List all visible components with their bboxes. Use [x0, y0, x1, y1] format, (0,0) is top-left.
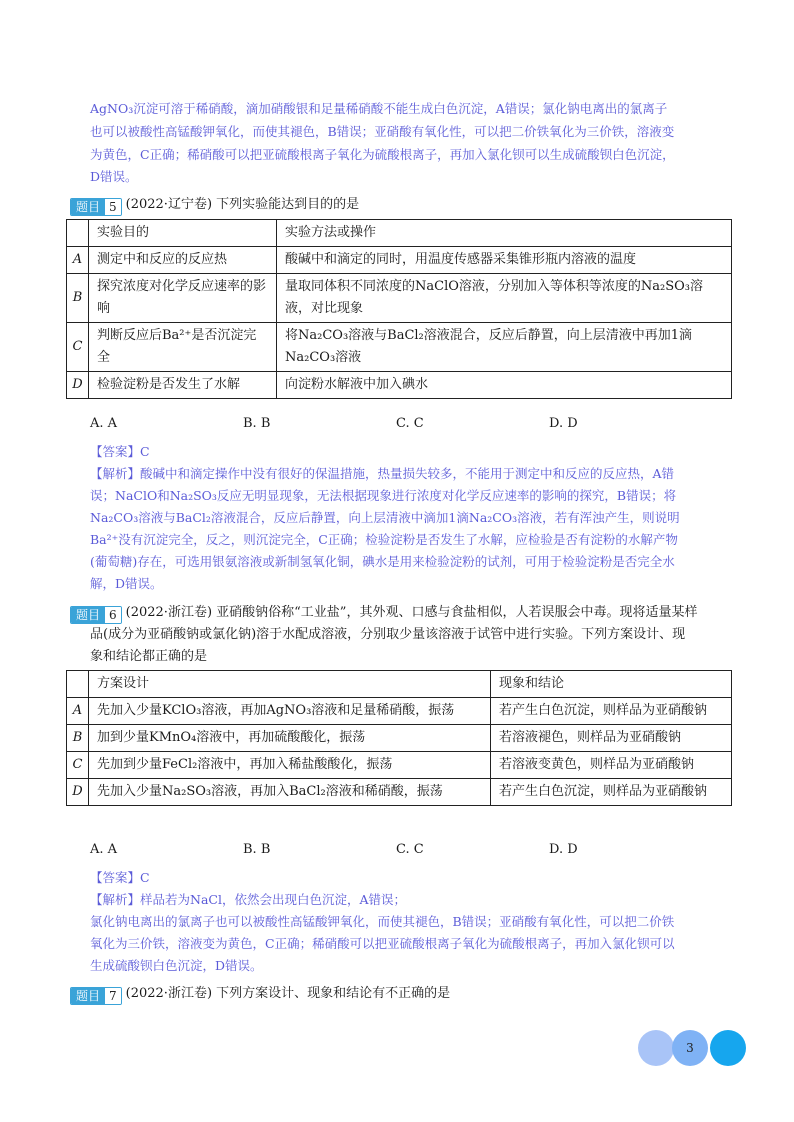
table-cell: 若溶液变黄色，则样品为亚硝酸钠 — [491, 752, 732, 779]
table-row — [67, 372, 732, 399]
table-header: 实验方法或操作 — [277, 220, 732, 247]
table-row — [67, 752, 732, 779]
table-row — [67, 323, 732, 372]
question-6-options — [90, 842, 702, 857]
page-number: 3 — [686, 1041, 694, 1055]
table-cell: 量取同体积不同浓度的NaClO溶液，分别加入等体积等浓度的Na₂SO₃溶液，对比现象 — [277, 274, 732, 323]
table-cell: 若产生白色沉淀，则样品为亚硝酸钠 — [491, 779, 732, 806]
option-a[interactable]: A. A — [90, 842, 118, 857]
row-label: C — [67, 323, 89, 372]
option-b[interactable]: B. B — [243, 842, 271, 857]
row-label: A — [67, 247, 89, 274]
option-c[interactable]: C. C — [396, 416, 424, 431]
table-cell: 若产生白色沉淀，则样品为亚硝酸钠 — [491, 698, 732, 725]
table-header: 方案设计 — [89, 671, 491, 698]
prev-solution-line-2: 也可以被酸性高锰酸钾氧化，而使其褪色，B错误；亚硝酸有氧化性，可以把二价铁氧化为三价铁，溶液变 — [90, 124, 675, 139]
table-row — [67, 725, 732, 752]
analysis-line: 解，D错误。 — [90, 576, 163, 591]
table-cell: 探究浓度对化学反应速率的影响 — [89, 274, 277, 323]
option-d[interactable]: D. D — [549, 842, 578, 857]
analysis-line: Ba²⁺没有沉淀完全，反之，则沉淀完全，C正确；检验淀粉是否发生了水解，应检验是否有淀粉的水解产物 — [90, 532, 678, 547]
table-cell: 将Na₂CO₃溶液与BaCl₂溶液混合，反应后静置，向上层清液中再加1滴Na₂CO₃溶液 — [277, 323, 732, 372]
prev-solution-line-4: D错误。 — [90, 169, 138, 184]
analysis-line: (葡萄糖)存在，可选用银氨溶液或新制氢氧化铜，碘水是用来检验淀粉的试剂，可用于检验淀粉是否完全水 — [90, 554, 675, 569]
analysis-line: 氯化钠电离出的氯离子也可以被酸性高锰酸钾氧化，而使其褪色，B错误；亚硝酸有氧化性，可以把二价铁 — [90, 914, 675, 929]
table-row — [67, 247, 732, 274]
question-7-stem: 题目 7 (2022·浙江卷) 下列方案设计、现象和结论有不正确的是 — [70, 983, 740, 1005]
table-cell: 判断反应后Ba²⁺是否沉淀完全 — [89, 323, 277, 372]
table-row — [67, 274, 732, 323]
question-5-table — [66, 219, 732, 399]
question-tag: 题目 5 — [70, 198, 122, 216]
table-header-row — [67, 220, 732, 247]
question-5-stem: 题目 5 (2022·辽宁卷) 下列实验能达到目的的是 — [70, 194, 740, 216]
option-a[interactable]: A. A — [90, 416, 118, 431]
analysis-line: 氧化为三价铁，溶液变为黄色，C正确；稀硝酸可以把亚硫酸根离子氧化为硫酸根离子，再加入氯化钡可以 — [90, 936, 675, 951]
row-label: C — [67, 752, 89, 779]
row-label: D — [67, 372, 89, 399]
table-row — [67, 779, 732, 806]
table-cell: 先加入少量KClO₃溶液，再加AgNO₃溶液和足量稀硝酸，振荡 — [89, 698, 491, 725]
question-6-stem: 题目 6 (2022·浙江卷) 亚硝酸钠俗称“工业盐”，其外观、口感与食盐相似，人若误服会中毒。现将适量某样 — [70, 602, 740, 624]
prev-solution-line-1: AgNO₃沉淀可溶于稀硝酸，滴加硝酸银和足量稀硝酸不能生成白色沉淀，A错误；氯化钠电离出的氯离子 — [90, 101, 668, 116]
table-cell: 加到少量KMnO₄溶液中，再加硫酸酸化，振荡 — [89, 725, 491, 752]
option-b[interactable]: B. B — [243, 416, 271, 431]
table-row — [67, 698, 732, 725]
question-6-stem-line-2: 品(成分为亚硝酸钠或氯化钠)溶于水配成溶液，分别取少量该溶液于试管中进行实验。下列方案设计、现 — [90, 627, 686, 642]
table-cell: 先加到少量FeCl₂溶液中，再加入稀盐酸酸化，振荡 — [89, 752, 491, 779]
table-header: 现象和结论 — [491, 671, 732, 698]
table-cell: 酸碱中和滴定的同时，用温度传感器采集锥形瓶内溶液的温度 — [277, 247, 732, 274]
option-d[interactable]: D. D — [549, 416, 578, 431]
question-6-table — [66, 670, 732, 806]
row-label: D — [67, 779, 89, 806]
question-6-stem-line-3: 象和结论都正确的是 — [90, 649, 208, 664]
prev-solution-line-3: 为黄色，C正确；稀硝酸可以把亚硫酸根离子氧化为硫酸根离子，再加入氯化钡可以生成硫酸钡白色沉淀， — [90, 147, 675, 162]
table-header-row — [67, 671, 732, 698]
page-circle-decoration — [710, 1030, 746, 1066]
row-label: B — [67, 725, 89, 752]
table-cell: 检验淀粉是否发生了水解 — [89, 372, 277, 399]
page-circle-decoration — [638, 1030, 674, 1066]
table-cell: 先加入少量Na₂SO₃溶液，再加入BaCl₂溶液和稀硝酸，振荡 — [89, 779, 491, 806]
analysis-line: 误；NaClO和Na₂SO₃反应无明显现象，无法根据现象进行浓度对化学反应速率的影响的探究，B错误；将 — [90, 488, 677, 503]
row-label: A — [67, 698, 89, 725]
row-label: B — [67, 274, 89, 323]
question-5-answer: 【答案】C — [90, 444, 150, 459]
table-cell: 测定中和反应的反应热 — [89, 247, 277, 274]
analysis-line: 【解析】酸碱中和滴定操作中没有很好的保温措施，热量损失较多，不能用于测定中和反应的反应热，A错 — [90, 466, 675, 481]
table-cell: 向淀粉水解液中加入碘水 — [277, 372, 732, 399]
table-header: 实验目的 — [89, 220, 277, 247]
analysis-line: 【解析】样品若为NaCl，依然会出现白色沉淀，A错误； — [90, 892, 406, 907]
question-tag: 题目 6 — [70, 606, 122, 624]
option-c[interactable]: C. C — [396, 842, 424, 857]
question-5-options — [90, 416, 702, 431]
analysis-line: Na₂CO₃溶液与BaCl₂溶液混合，反应后静置，向上层清液中滴加1滴Na₂CO₃溶液，若有浑浊产生，则说明 — [90, 510, 680, 525]
analysis-line: 生成硫酸钡白色沉淀，D错误。 — [90, 958, 263, 973]
question-tag: 题目 7 — [70, 987, 122, 1005]
question-6-answer: 【答案】C — [90, 870, 150, 885]
table-cell: 若溶液褪色，则样品为亚硝酸钠 — [491, 725, 732, 752]
